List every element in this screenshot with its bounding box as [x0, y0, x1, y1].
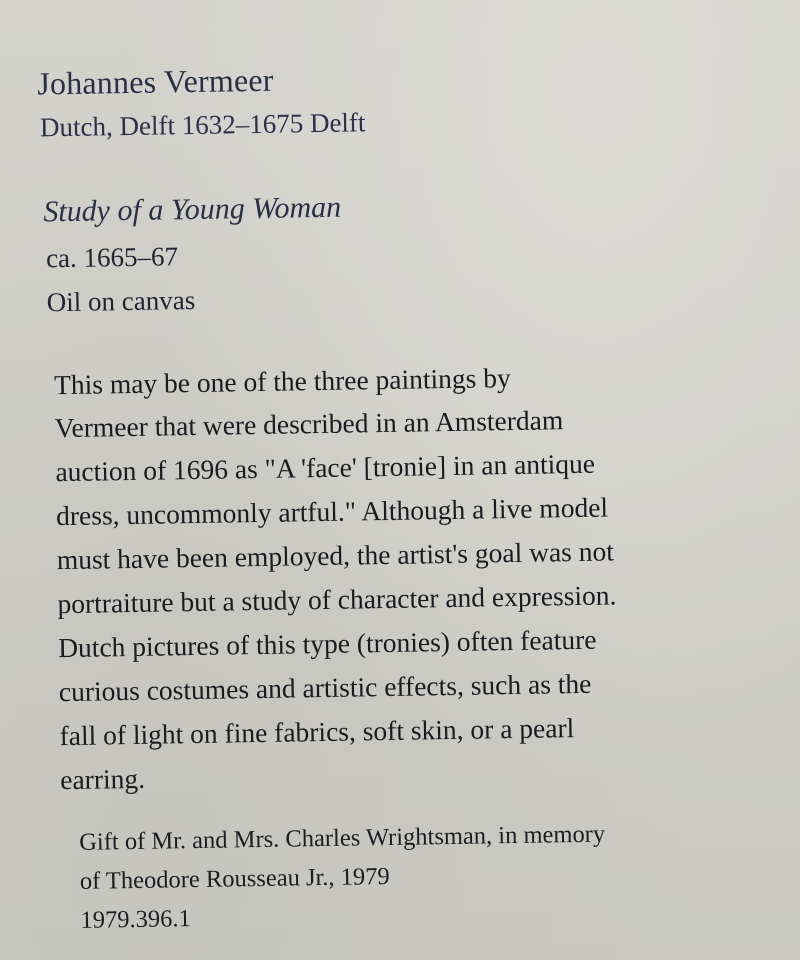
artwork-medium: Oil on canvas: [46, 284, 196, 318]
description-line: portraiture but a study of character and expression.: [57, 579, 617, 620]
description-line: Vermeer that were described in an Amsterdam: [54, 404, 564, 444]
credit-line: Gift of Mr. and Mrs. Charles Wrightsman, in memory: [79, 820, 606, 856]
description-line: auction of 1696 as "A 'face' [tronie] in an antique: [55, 447, 596, 488]
description-line: dress, uncommonly artful." Although a live model: [55, 491, 609, 532]
description-line: must have been employed, the artist's goal was not: [56, 535, 615, 576]
artwork-date: ca. 1665–67: [45, 241, 179, 274]
description-line: curious costumes and artistic effects, such as the: [58, 667, 592, 708]
description-line: This may be one of the three paintings by: [53, 362, 511, 401]
description-line: fall of light on fine fabrics, soft skin, or a pearl: [59, 712, 575, 752]
artwork-title: Study of a Young Woman: [43, 190, 342, 229]
artist-nationality-dates: Dutch, Delft 1632–1675 Delft: [39, 107, 366, 143]
description-line: Dutch pictures of this type (tronies) often feature: [57, 623, 597, 664]
description-line: earring.: [60, 762, 146, 796]
credit-line: of Theodore Rousseau Jr., 1979: [79, 862, 390, 895]
artist-name: Johannes Vermeer: [37, 61, 274, 102]
accession-number: 1979.396.1: [80, 905, 191, 934]
